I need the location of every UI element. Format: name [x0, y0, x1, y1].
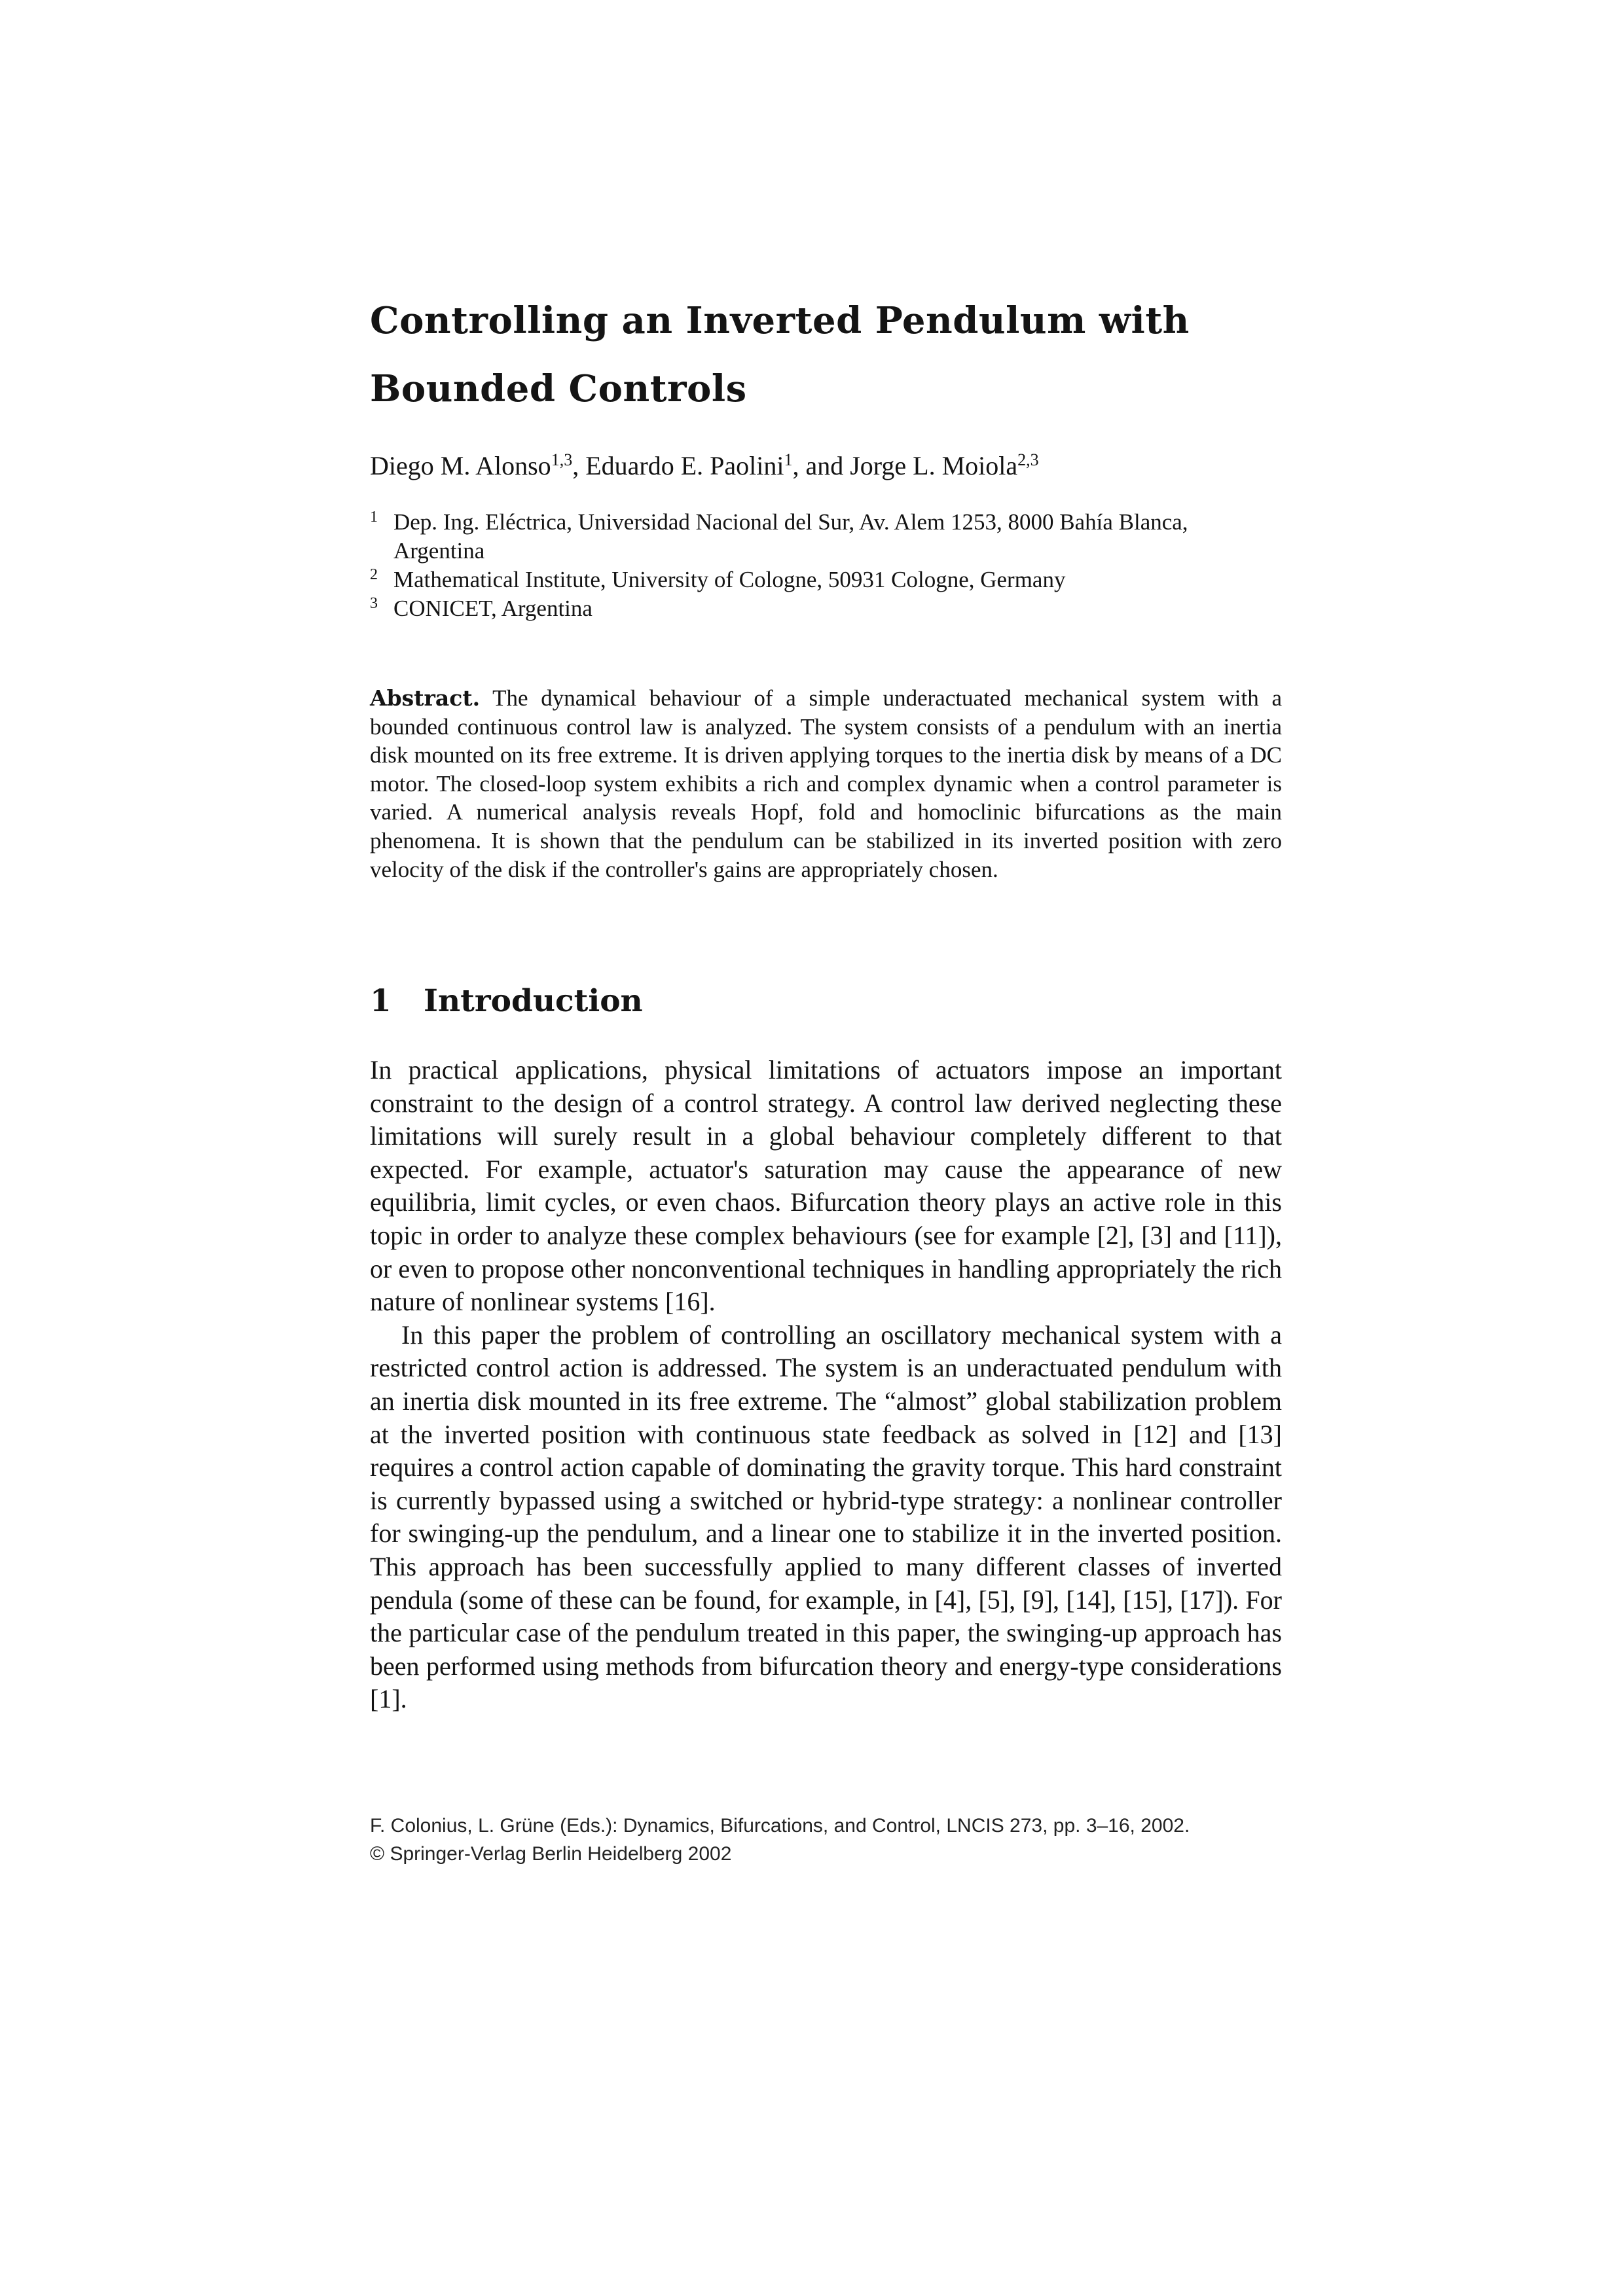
- title-line-2: Bounded Controls: [370, 367, 747, 410]
- paper-title: [370, 287, 1282, 423]
- affiliation-text: Mathematical Institute, University of Cologne, 50931 Cologne, Germany: [393, 567, 1066, 592]
- author-separator: ,: [572, 451, 586, 480]
- author-list: [370, 448, 1039, 484]
- abstract-label: Abstract.: [370, 685, 481, 711]
- affiliation-item: [370, 565, 1282, 594]
- title-line-1: Controlling an Inverted Pendulum with: [370, 299, 1190, 342]
- affiliation-item: [370, 594, 1282, 623]
- affiliation-text: Dep. Ing. Eléctrica, Universidad Nacional del Sur, Av. Alem 1253, 8000 Bahía Blanca, Argentina: [393, 509, 1188, 564]
- section-heading: [370, 982, 643, 1021]
- author-name: Eduardo E. Paolini: [585, 451, 784, 480]
- copyright-line: © Springer-Verlag Berlin Heidelberg 2002: [370, 1843, 732, 1865]
- citation-line: F. Colonius, L. Grüne (Eds.): Dynamics, Bifurcations, and Control, LNCIS 273, pp. 3–16, 2002.: [370, 1815, 1190, 1837]
- introduction-body: [370, 1054, 1282, 1716]
- abstract-text: The dynamical behaviour of a simple underactuated mechanical system with a bounded continuous control law is analyzed. The system consists of a pendulum with an inertia disk mounted on its free extreme. It is driven applying torques to the inertia disk by means of a DC motor. The closed-loop system exhibits a rich and complex dynamic when a control parameter is varied. A numerical analysis reveals Hopf, fold and homoclinic bifurcations as the main phenomena. It is shown that the pendulum can be stabilized in its inverted position with zero velocity of the disk if the controller's gains are appropriately chosen.: [370, 685, 1282, 882]
- publication-footer: [370, 1812, 1282, 1868]
- author-affiliation-marker: 1,3: [551, 450, 573, 469]
- paragraph: In this paper the problem of controlling an oscillatory mechanical system with a restricted control action is addressed. The system is an underactuated pendulum with an inertia disk mounted in its free extreme. The “almost” global stabilization problem at the inverted position with continuous state feedback as solved in [12] and [13] requires a control action capable of dominating the gravity torque. This hard constraint is currently bypassed using a switched or hybrid-type strategy: a nonlinear controller for swinging-up the pendulum, and a linear one to stabilize it in the inverted position. This approach has been successfully applied to many different classes of inverted pendula (some of these can be found, for example, in [4], [5], [9], [14], [15], [17]). For the particular case of the pendulum treated in this paper, the swinging-up approach has been performed using methods from bifurcation theory and energy-type considerations [1].: [370, 1319, 1282, 1714]
- author-name: Jorge L. Moiola: [850, 451, 1018, 480]
- affiliation-number: 1: [370, 509, 378, 526]
- section-number: 1: [370, 983, 392, 1019]
- affiliation-number: 2: [370, 566, 378, 583]
- affiliation-item: [370, 508, 1282, 565]
- author-name: Diego M. Alonso: [370, 451, 551, 480]
- author-affiliation-marker: 1: [784, 450, 793, 469]
- section-title: Introduction: [424, 983, 643, 1019]
- affiliation-list: [370, 508, 1282, 623]
- paragraph: In practical applications, physical limitations of actuators impose an important constraint to the design of a control strategy. A control law derived neglecting these limitations will surely result in a global behaviour completely different to that expected. For example, actuator's saturation may cause the appearance of new equilibria, limit cycles, or even chaos. Bifurcation theory plays an active role in this topic in order to analyze these complex behaviours (see for example [2], [3] and [11]), or even to propose other nonconventional techniques in handling appropriately the rich nature of nonlinear systems [16].: [370, 1055, 1282, 1317]
- affiliation-number: 3: [370, 595, 378, 612]
- affiliation-text: CONICET, Argentina: [393, 596, 593, 621]
- author-separator: , and: [792, 451, 850, 480]
- author-affiliation-marker: 2,3: [1017, 450, 1039, 469]
- abstract: [370, 684, 1282, 884]
